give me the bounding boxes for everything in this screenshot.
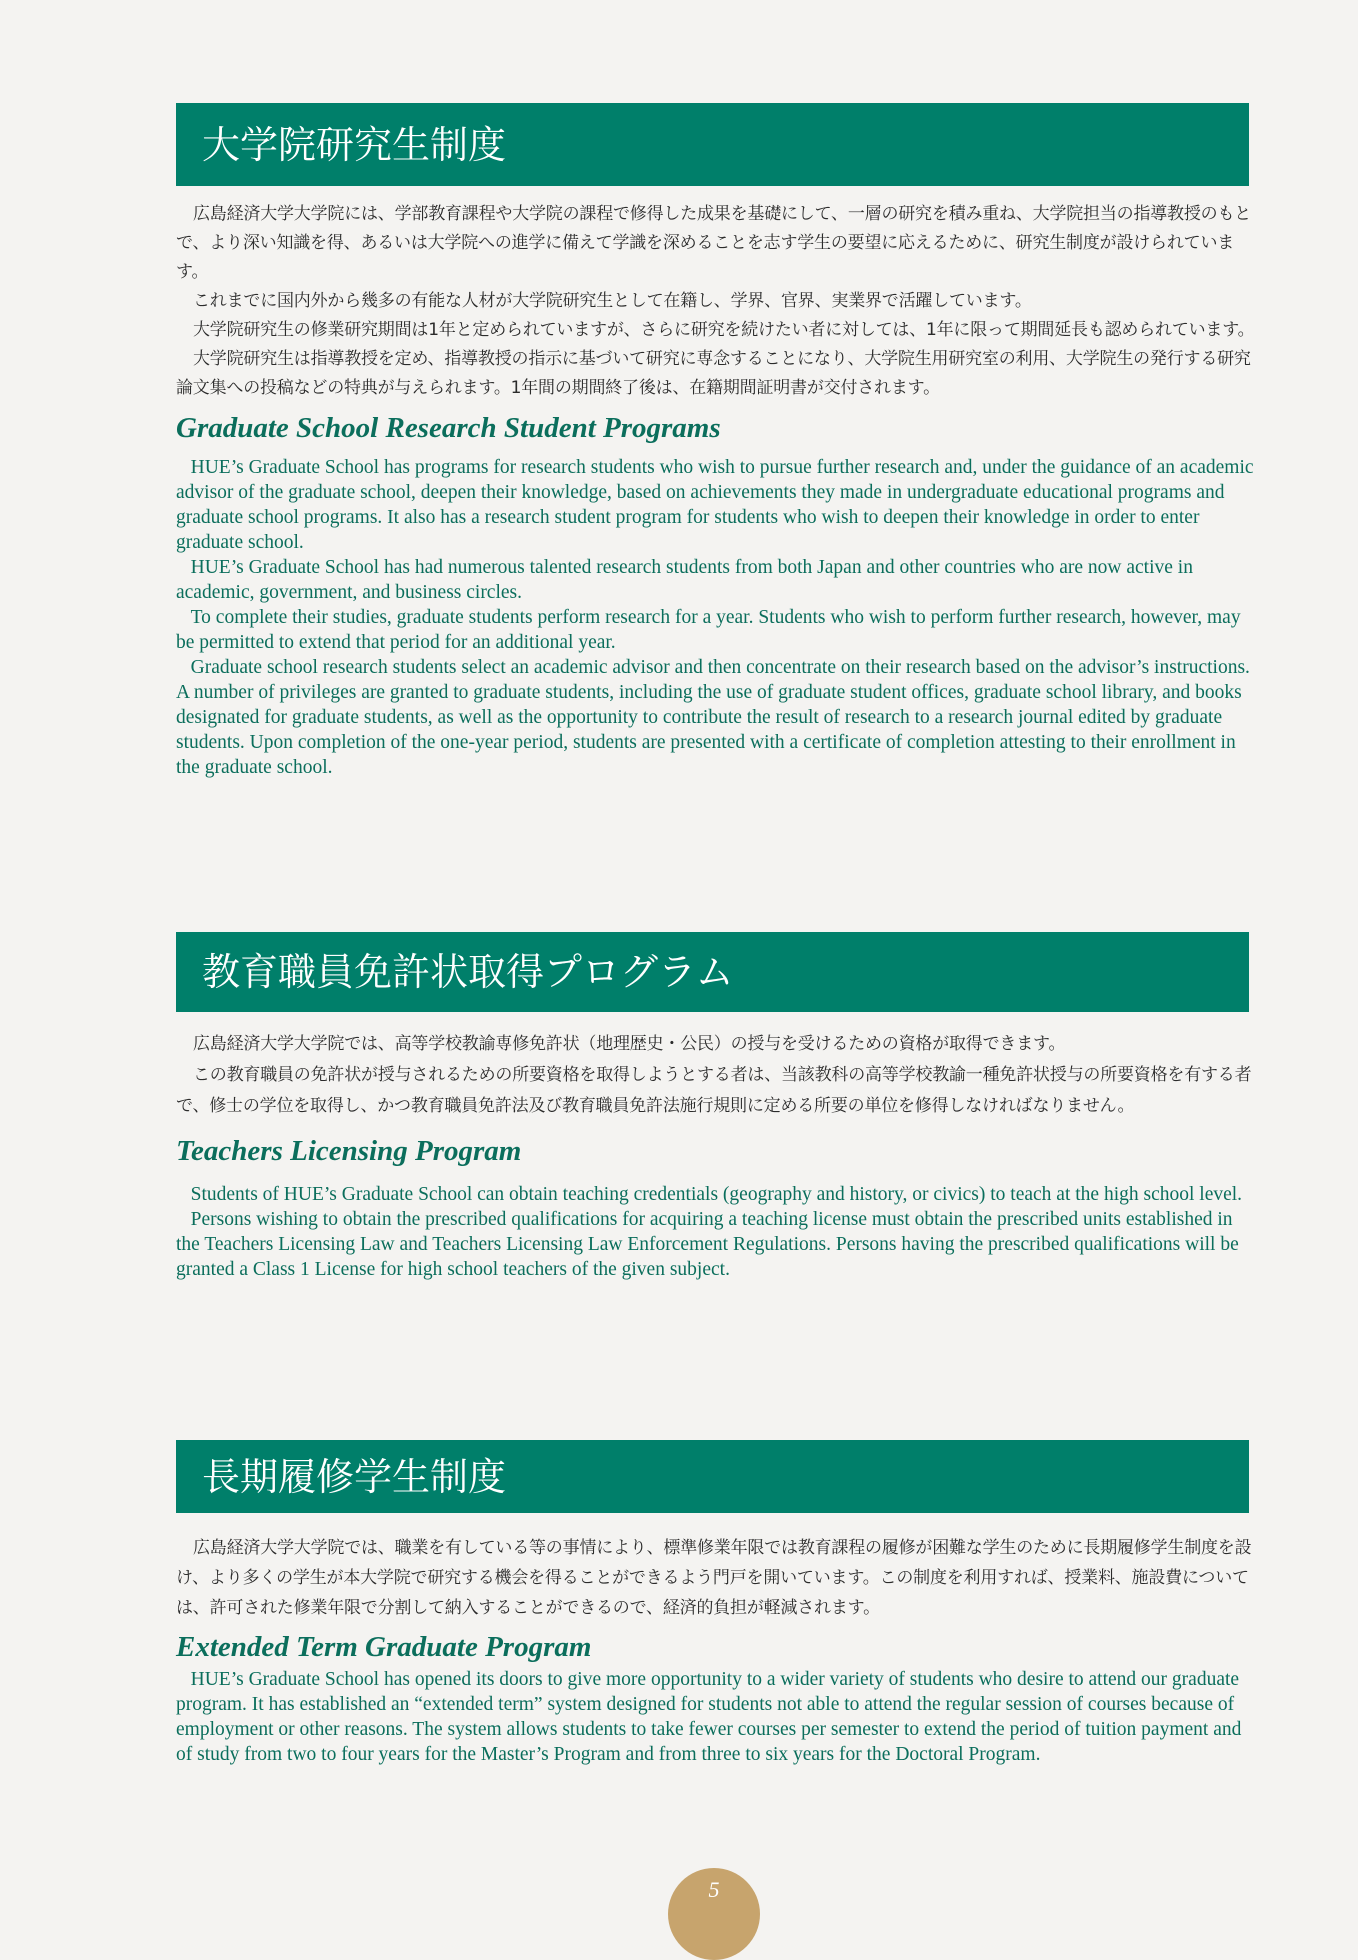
- en-paragraph: HUE’s Graduate School has had numerous talented research students from both Japan and other countries who are now active in academic, government, and business circles.: [176, 557, 1193, 603]
- page-number-badge: 5: [668, 1868, 760, 1960]
- section-heading-en: Teachers Licensing Program: [176, 1135, 522, 1167]
- en-paragraph: To complete their studies, graduate students perform research for a year. Students who wish to perform further research, however, may be permitted to extend that period for an additional year.: [176, 607, 1241, 653]
- jp-paragraph: これまでに国内外から幾多の有能な人材が大学院研究生として在籍し、学界、官界、実業界で活躍しています。: [193, 291, 1032, 311]
- section-heading-jp: 教育職員免許状取得プログラム: [176, 932, 1249, 1012]
- jp-body-text: [176, 1533, 1266, 1623]
- jp-paragraph: 広島経済大学大学院では、職業を有している等の事情により、標準修業年限では教育課程の履修が困難な学生のために長期履修学生制度を設け、より多くの学生が本大学院で研究する機会を得ることができるよう門戸を開いています。この制度を利用すれば、授業料、施設費については、許可された修業年限で分割して納入することができるので、経済的負担が軽減されます。: [176, 1538, 1252, 1618]
- en-paragraph: Students of HUE’s Graduate School can obtain teaching credentials (geography and history, or civics) to teach at the high school level.: [190, 1184, 1243, 1205]
- en-paragraph: HUE’s Graduate School has programs for research students who wish to pursue further research and, under the guidance of an academic advisor of the graduate school, deepen their knowledge, based on achievements they made in undergraduate educational programs and graduate school programs. It also has a research student program for students who wish to deepen their knowledge in order to enter graduate school.: [176, 457, 1254, 553]
- section-heading-jp: 大学院研究生制度: [176, 103, 1249, 186]
- jp-body-text: [176, 200, 1266, 403]
- section-heading-en: Extended Term Graduate Program: [176, 1631, 592, 1663]
- section-heading-jp: 長期履修学生制度: [176, 1440, 1249, 1513]
- section-extended-term: [176, 1440, 1252, 1767]
- jp-paragraph: この教育職員の免許状が授与されるための所要資格を取得しようとする者は、当該教科の高等学校教諭一種免許状授与の所要資格を有する者で、修士の学位を取得し、かつ教育職員免許法及び教育職員免許法施行規則に定める所要の単位を修得しなければなりません。: [176, 1065, 1252, 1116]
- en-body-text: [176, 1182, 1261, 1282]
- jp-paragraph: 広島経済大学大学院では、高等学校教諭専修免許状（地理歴史・公民）の授与を受けるための資格が取得できます。: [193, 1034, 1066, 1054]
- jp-paragraph: 大学院研究生は指導教授を定め、指導教授の指示に基づいて研究に専念することになり、大学院生用研究室の利用、大学院生の発行する研究論文集への投稿などの特典が与えられます。1年間の期間終了後は、在籍期間証明書が交付されます。: [176, 349, 1251, 398]
- en-body-text: [176, 1667, 1261, 1767]
- en-body-text: [176, 455, 1261, 780]
- section-heading-en: Graduate School Research Student Programs: [176, 412, 721, 444]
- section-research-student: [176, 103, 1255, 780]
- section-teachers-licensing: [176, 932, 1252, 1282]
- jp-paragraph: 大学院研究生の修業研究期間は1年と定められていますが、さらに研究を続けたい者に対しては、1年に限って期間延長も認められています。: [193, 320, 1255, 340]
- en-paragraph: Graduate school research students select an academic advisor and then concentrate on their research based on the advisor’s instructions. A number of privileges are granted to graduate students, including the use of graduate student offices, graduate school library, and books designated for graduate students, as well as the opportunity to contribute the result of research to a research journal edited by graduate students. Upon completion of the one-year period, students are presented with a certificate of completion attesting to their enrollment in the graduate school.: [176, 657, 1250, 778]
- jp-paragraph: 広島経済大学大学院には、学部教育課程や大学院の課程で修得した成果を基礎にして、一層の研究を積み重ね、大学院担当の指導教授のもとで、より深い知識を得、あるいは大学院への進学に備えて学識を深めることを志す学生の要望に応えるために、研究生制度が設けられています。: [176, 204, 1252, 282]
- en-paragraph: HUE’s Graduate School has opened its doors to give more opportunity to a wider variety of students who desire to attend our graduate program. It has established an “extended term” system designed for students not able to attend the regular session of courses because of employment or other reasons. The system allows students to take fewer courses per semester to extend the period of tuition payment and of study from two to four years for the Master’s Program and from three to six years for the Doctoral Program.: [176, 1669, 1242, 1765]
- en-paragraph: Persons wishing to obtain the prescribed qualifications for acquiring a teaching license must obtain the prescribed units established in the Teachers Licensing Law and Teachers Licensing Law Enforcement Regulations. Persons having the prescribed qualifications will be granted a Class 1 License for high school teachers of the given subject.: [176, 1209, 1239, 1280]
- jp-body-text: [176, 1029, 1266, 1122]
